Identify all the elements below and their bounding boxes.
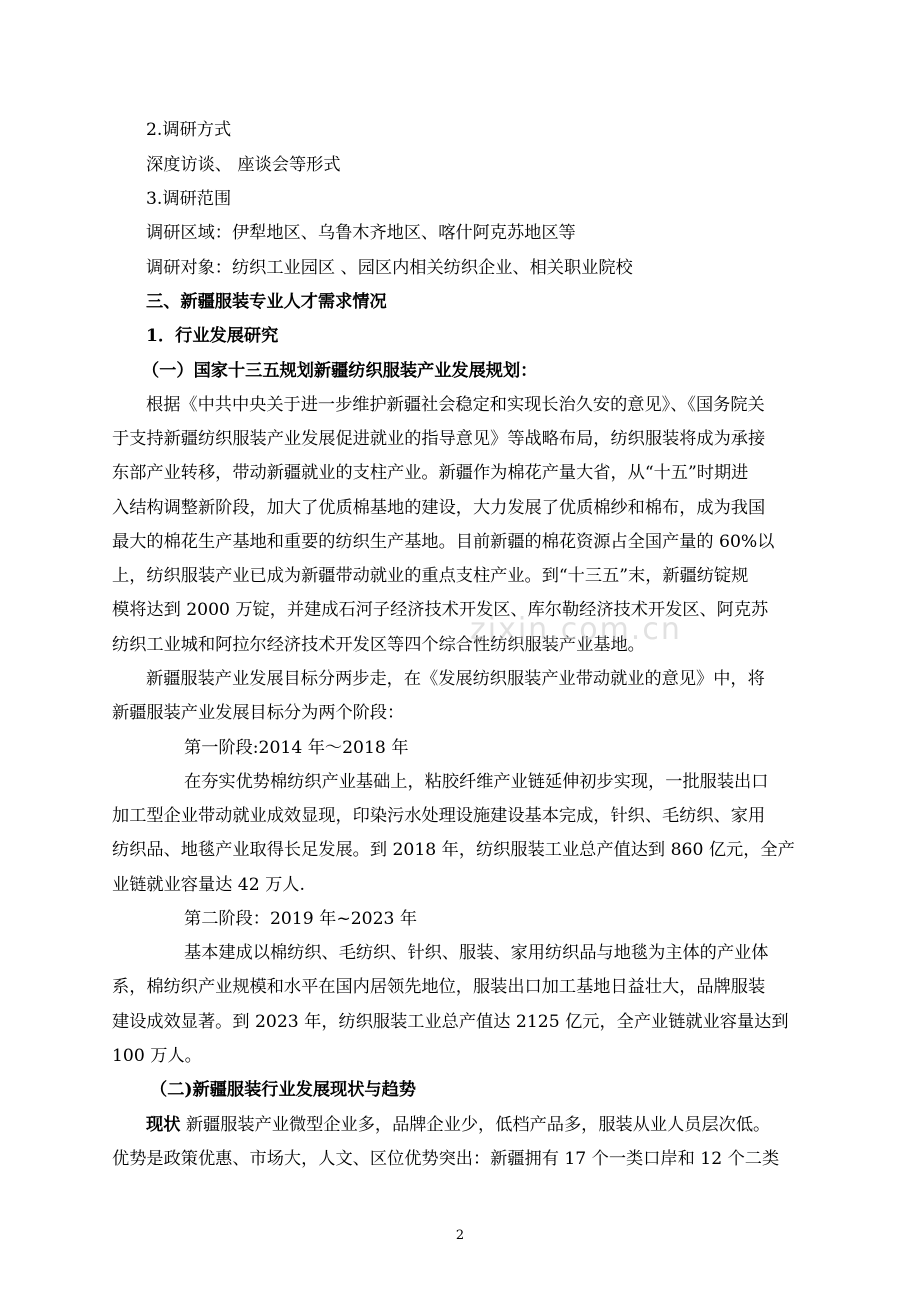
paragraph-line: 东部产业转移，带动新疆就业的支柱产业。新疆作为棉花产量大省，从“十五”时期进 <box>112 463 749 483</box>
survey-region-text: 调研区域：伊犁地区、乌鲁木齐地区、喀什阿克苏地区等 <box>146 223 576 243</box>
paragraph-line: 模将达到 2000 万锭，并建成石河子经济技术开发区、库尔勒经济技术开发区、阿克苏 <box>112 600 769 620</box>
phase-one-heading: 第一阶段:2014 年～2018 年 <box>184 738 409 758</box>
subheading-industry-research: 1．行业发展研究 <box>146 326 279 346</box>
subheading-status-trend: （二)新疆服装行业发展现状与趋势 <box>150 1080 416 1100</box>
paragraph-line: 建设成效显著。到 2023 年，纺织服装工业总产值达 2125 亿元，全产业链就业容量达到 <box>112 1012 789 1032</box>
chapter-heading-3: 三、新疆服装专业人才需求情况 <box>146 292 387 312</box>
paragraph-line: 上，纺织服装产业已成为新疆带动就业的重点支柱产业。到“十三五”末，新疆纺锭规 <box>112 566 749 586</box>
section-heading-survey-scope: 3.调研范围 <box>146 189 232 209</box>
paragraph-line: 最大的棉花生产基地和重要的纺织生产基地。目前新疆的棉花资源占全国产量的 60%以 <box>112 532 775 552</box>
paragraph-line: 系，棉纺织产业规模和水平在国内居领先地位，服装出口加工基地日益壮大，品牌服装 <box>112 977 766 997</box>
paragraph-line: 新疆服装产业发展目标分为两个阶段： <box>112 703 405 723</box>
paragraph-line: 加工型企业带动就业成效显现，印染污水处理设施建设基本完成，针织、毛纺织、家用 <box>112 806 766 826</box>
paragraph-line: 新疆服装产业发展目标分两步走，在《发展纺织服装产业带动就业的意见》中，将 <box>146 669 765 689</box>
paragraph-line: 于支持新疆纺织服装产业发展促进就业的指导意见》等战略布局，纺织服装将成为承接 <box>112 429 766 449</box>
status-paragraph-line <box>146 1115 846 1135</box>
paragraph-line: 纺织品、地毯产业取得长足发展。到 2018 年，纺织服装工业总产值达到 860 亿元，全产 <box>112 840 795 860</box>
paragraph-line: 纺织工业城和阿拉尔经济技术开发区等四个综合性纺织服装产业基地。 <box>112 635 645 655</box>
paragraph-line: 优势是政策优惠、市场大，人文、区位优势突出：新疆拥有 17 个一类口岸和 12 个二类 <box>112 1149 780 1169</box>
paragraph-line: 入结构调整新阶段，加大了优质棉基地的建设，大力发展了优质棉纱和棉布，成为我国 <box>112 498 766 518</box>
watermark: zixin.com.cn <box>470 612 682 647</box>
status-label: 现状 <box>146 1115 181 1135</box>
paragraph-line: 业链就业容量达 42 万人. <box>112 875 305 895</box>
survey-target-text: 调研对象：纺织工业园区 、园区内相关纺织企业、相关职业院校 <box>146 258 633 278</box>
paragraph-line: 100 万人。 <box>112 1046 202 1066</box>
paragraph-line: 在夯实优势棉纺织产业基础上，粘胶纤维产业链延伸初步实现，一批服装出口 <box>184 772 769 792</box>
section-heading-survey-method: 2.调研方式 <box>146 120 232 140</box>
page-number: 2 <box>455 1228 465 1243</box>
paragraph-line: 根据《中共中央关于进一步维护新疆社会稳定和实现长治久安的意见》、《国务院关 <box>146 395 765 415</box>
status-text: 新疆服装产业微型企业多，品牌企业少，低档产品多，服装从业人员层次低。 <box>185 1115 771 1135</box>
paragraph-line: 基本建成以棉纺织、毛纺织、针织、服装、家用纺织品与地毯为主体的产业体 <box>184 943 769 963</box>
subheading-national-plan: （一）国家十三五规划新疆纺织服装产业发展规划： <box>142 361 538 381</box>
survey-method-text: 深度访谈、 座谈会等形式 <box>146 155 341 175</box>
phase-two-heading: 第二阶段：2019 年~2023 年 <box>184 909 418 929</box>
